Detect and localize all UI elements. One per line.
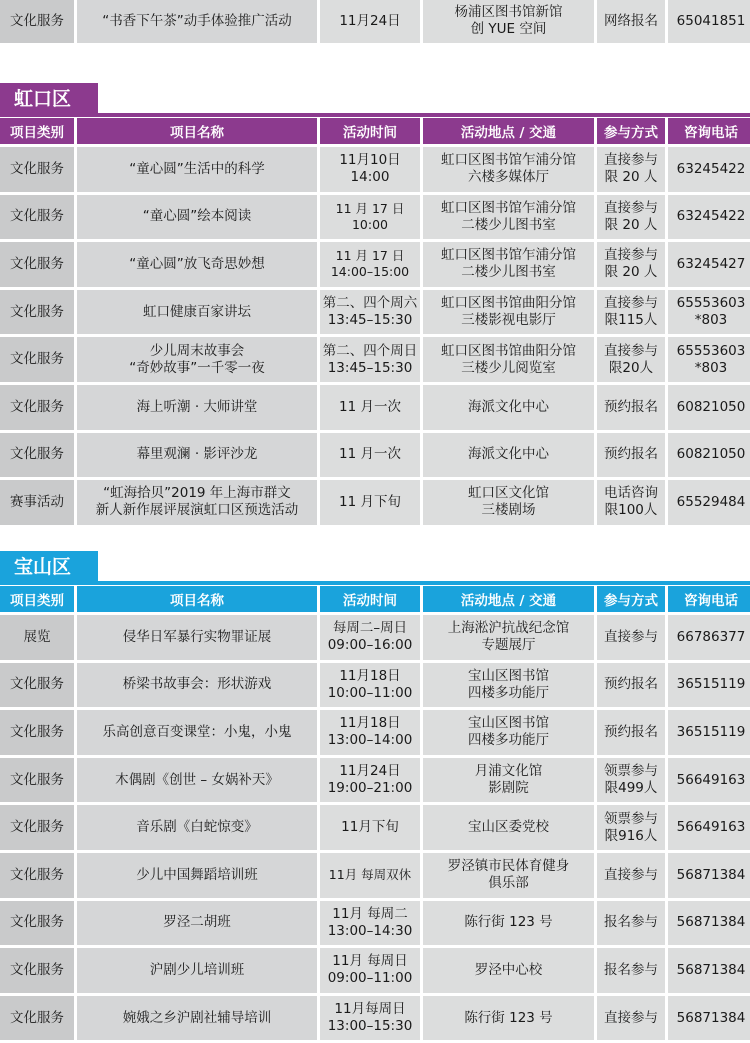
- participation-cell: 网络报名: [597, 0, 665, 43]
- cell-line: 乐高创意百变课堂：小鬼，小鬼: [102, 723, 292, 740]
- venue-cell: [423, 480, 594, 525]
- cell-line: 第二、四个周六: [322, 295, 418, 312]
- cell-line: 海派文化中心: [468, 446, 549, 463]
- category-cell: 文化服务: [0, 663, 74, 708]
- table-row: [0, 901, 750, 946]
- participation-cell: [597, 337, 665, 382]
- cell-line: 三楼少儿阅览室: [461, 359, 556, 376]
- category-cell: 文化服务: [0, 147, 74, 192]
- phone-cell: [668, 996, 750, 1041]
- cell-line: 65553603: [676, 295, 746, 312]
- category-cell: 文化服务: [0, 948, 74, 993]
- cell-line: 报名参与: [604, 914, 658, 931]
- cell-line: 六楼多媒体厅: [468, 169, 549, 186]
- participation-cell: [597, 758, 665, 803]
- time-cell: [320, 663, 420, 708]
- category-cell: 文化服务: [0, 385, 74, 430]
- cell-line: 少儿周末故事会: [149, 342, 245, 359]
- time-cell: [320, 480, 420, 525]
- phone-cell: [668, 805, 750, 850]
- column-header-time: 活动时间: [320, 586, 420, 612]
- column-header-category: 项目类别: [0, 586, 74, 612]
- event-name-cell: [77, 663, 317, 708]
- cell-line: “虹海拾贝”2019 年上海市群文: [103, 485, 291, 502]
- column-header-venue: 活动地点 / 交通: [423, 118, 594, 144]
- cell-line: 56871384: [676, 866, 746, 883]
- cell-line: 上海淞沪抗战纪念馆: [447, 620, 570, 637]
- cell-line: 电话咨询: [604, 485, 658, 502]
- cell-line: “童心圆”生活中的科学: [129, 160, 265, 177]
- phone-cell: [668, 615, 750, 660]
- cell-line: 13:00–14:00: [327, 732, 413, 749]
- column-header-event-name: 项目名称: [77, 118, 317, 144]
- event-name-cell: [77, 147, 317, 192]
- venue-cell: [423, 710, 594, 755]
- category-cell: 文化服务: [0, 195, 74, 240]
- phone-cell: [668, 663, 750, 708]
- event-name-cell: [77, 948, 317, 993]
- time-cell: [320, 996, 420, 1041]
- cell-line: 四楼多功能厅: [468, 684, 549, 701]
- table-row: [0, 805, 750, 850]
- category-cell: 文化服务: [0, 710, 74, 755]
- venue-cell: [423, 433, 594, 478]
- hongkou-table: [0, 115, 750, 528]
- event-name-cell: [77, 805, 317, 850]
- cell-line: 专题展厅: [481, 637, 536, 654]
- cell-line: 11 月一次: [339, 398, 401, 415]
- cell-line: 11月24日: [339, 763, 401, 780]
- cell-line: 限100人: [604, 502, 658, 519]
- table-row: [0, 290, 750, 335]
- cell-line: 56649163: [676, 819, 746, 836]
- venue-cell: [423, 242, 594, 287]
- cell-line: 创 YUE 空间: [470, 21, 547, 37]
- cell-line: 56871384: [676, 1009, 746, 1026]
- cell-line: *803: [694, 359, 728, 376]
- venue-cell: [423, 853, 594, 898]
- cell-line: 第二、四个周日: [322, 342, 418, 359]
- table-row: [0, 710, 750, 755]
- venue-cell: [423, 663, 594, 708]
- cell-line: 限 20 人: [604, 216, 658, 233]
- table-row: [0, 147, 750, 192]
- venue-cell: [423, 996, 594, 1041]
- table-row: [0, 663, 750, 708]
- cell-line: 09:00–11:00: [327, 970, 413, 987]
- cell-line: 直接参与: [604, 247, 658, 264]
- cell-line: 沪剧少儿培训班: [149, 961, 245, 978]
- cell-line: 木偶剧《创世 – 女娲补天》: [115, 771, 279, 788]
- cell-line: 月浦文化馆: [474, 763, 543, 780]
- cell-line: 14:00: [350, 169, 390, 186]
- participation-cell: [597, 195, 665, 240]
- phone-cell: [668, 710, 750, 755]
- phone-cell: [668, 853, 750, 898]
- cell-line: 虹口区图书馆曲阳分馆: [441, 342, 576, 359]
- event-name-cell: [77, 996, 317, 1041]
- participation-cell: [597, 433, 665, 478]
- baoshan-table: [0, 583, 750, 1043]
- cell-line: 二楼少儿图书室: [461, 264, 556, 281]
- table-row: [0, 948, 750, 993]
- time-cell: [320, 758, 420, 803]
- time-cell: [320, 901, 420, 946]
- cell-line: 直接参与: [604, 866, 658, 883]
- cell-line: 幕里观澜 · 影评沙龙: [136, 446, 258, 463]
- venue-cell: [423, 758, 594, 803]
- venue-cell: [423, 195, 594, 240]
- cell-line: 限 20 人: [604, 264, 658, 281]
- cell-line: 11月下旬: [341, 819, 399, 836]
- cell-line: 罗泾二胡班: [163, 914, 231, 931]
- event-name-cell: [77, 433, 317, 478]
- cell-line: 36515119: [676, 676, 746, 693]
- cell-line: 虹口区图书馆曲阳分馆: [441, 295, 576, 312]
- table-row: [0, 242, 750, 287]
- cell-line: 11 月下旬: [339, 493, 401, 510]
- cell-line: “奇妙故事”一千零一夜: [129, 359, 265, 376]
- cell-line: 11月18日: [339, 715, 401, 732]
- table-header-row: [0, 118, 750, 144]
- event-name-cell: [77, 290, 317, 335]
- category-cell: 文化服务: [0, 337, 74, 382]
- table-row: [0, 337, 750, 382]
- cell-line: 限115人: [604, 312, 658, 329]
- venue-cell: [423, 147, 594, 192]
- column-header-time: 活动时间: [320, 118, 420, 144]
- cell-line: 11月18日: [339, 667, 401, 684]
- time-cell: 11月24日: [320, 0, 420, 43]
- time-cell: [320, 147, 420, 192]
- cell-line: 音乐剧《白蛇惊变》: [136, 819, 258, 836]
- cell-line: 影剧院: [488, 780, 529, 797]
- cell-line: 陈行街 123 号: [464, 1009, 553, 1026]
- cell-line: 36515119: [676, 723, 746, 740]
- cell-line: 预约报名: [604, 723, 658, 740]
- phone-cell: [668, 433, 750, 478]
- cell-line: 限20人: [608, 359, 654, 376]
- cell-line: 11月10日: [339, 152, 401, 169]
- event-name-cell: “书香下午茶”动手体验推广活动: [77, 0, 317, 43]
- cell-line: 11 月 17 日: [335, 200, 405, 216]
- phone-cell: [668, 147, 750, 192]
- cell-line: 63245422: [676, 208, 746, 225]
- participation-cell: [597, 615, 665, 660]
- table-row: [0, 853, 750, 898]
- event-name-cell: [77, 853, 317, 898]
- venue-cell: [423, 805, 594, 850]
- cell-line: 预约报名: [604, 446, 658, 463]
- participation-cell: [597, 853, 665, 898]
- cell-line: 侵华日军暴行实物罪证展: [122, 628, 272, 645]
- cell-line: 66786377: [676, 628, 746, 645]
- cell-line: 婉娥之乡沪剧社辅导培训: [122, 1009, 272, 1026]
- cell-line: 11 月 17 日: [335, 248, 405, 264]
- cell-line: 预约报名: [604, 676, 658, 693]
- cell-line: 罗泾中心校: [474, 961, 543, 978]
- category-cell: 文化服务: [0, 242, 74, 287]
- cell-line: 三楼影视电影厅: [461, 312, 556, 329]
- cell-line: 虹口区图书馆乍浦分馆: [441, 199, 576, 216]
- event-name-cell: [77, 901, 317, 946]
- cell-line: 虹口区图书馆乍浦分馆: [441, 247, 576, 264]
- participation-cell: [597, 805, 665, 850]
- cell-line: 56649163: [676, 771, 746, 788]
- cell-line: 13:00–15:30: [327, 1018, 413, 1035]
- cell-line: 每周二–周日: [332, 620, 408, 637]
- cell-line: “童心圆”放飞奇思妙想: [129, 255, 265, 272]
- cell-line: 65553603: [676, 342, 746, 359]
- district-title-baoshan: 宝山区: [0, 551, 98, 583]
- participation-cell: [597, 948, 665, 993]
- phone-cell: [668, 290, 750, 335]
- table-row: [0, 615, 750, 660]
- cell-line: 56871384: [676, 914, 746, 931]
- column-header-participation: 参与方式: [597, 118, 665, 144]
- time-cell: [320, 948, 420, 993]
- column-header-category: 项目类别: [0, 118, 74, 144]
- cell-line: 65529484: [676, 493, 746, 510]
- cell-line: 俱乐部: [488, 875, 529, 892]
- column-header-phone: 咨询电话: [668, 118, 750, 144]
- participation-cell: [597, 147, 665, 192]
- cell-line: 13:45–15:30: [327, 312, 413, 329]
- category-cell: 文化服务: [0, 853, 74, 898]
- cell-line: 56871384: [676, 961, 746, 978]
- cell-line: 限499人: [604, 780, 658, 797]
- time-cell: [320, 195, 420, 240]
- cell-line: 直接参与: [604, 152, 658, 169]
- cell-line: 限 20 人: [604, 169, 658, 186]
- venue-cell: [423, 385, 594, 430]
- cell-line: 13:45–15:30: [327, 359, 413, 376]
- participation-cell: [597, 901, 665, 946]
- district-title-hongkou: 虹口区: [0, 83, 98, 115]
- event-name-cell: [77, 615, 317, 660]
- phone-cell: [668, 758, 750, 803]
- table-row: [0, 433, 750, 478]
- table-header-row: [0, 586, 750, 612]
- cell-line: 11月 每周日: [332, 953, 408, 970]
- cell-line: “童心圆”绘本阅读: [142, 208, 252, 225]
- time-cell: [320, 337, 420, 382]
- cell-line: 19:00–21:00: [327, 780, 413, 797]
- table-row: [0, 385, 750, 430]
- participation-cell: [597, 480, 665, 525]
- event-name-cell: [77, 758, 317, 803]
- cell-line: *803: [694, 312, 728, 329]
- table-row: [0, 195, 750, 240]
- column-header-event-name: 项目名称: [77, 586, 317, 612]
- event-name-cell: [77, 480, 317, 525]
- time-cell: [320, 805, 420, 850]
- cell-line: 宝山区图书馆: [468, 715, 549, 732]
- cell-line: 虹口区图书馆乍浦分馆: [441, 152, 576, 169]
- cell-line: 60821050: [676, 398, 746, 415]
- venue-cell: [423, 901, 594, 946]
- cell-line: 限916人: [604, 827, 658, 844]
- cell-line: 二楼少儿图书室: [461, 216, 556, 233]
- cell-line: 直接参与: [604, 342, 658, 359]
- participation-cell: [597, 290, 665, 335]
- table-row: [0, 0, 750, 43]
- cell-line: 陈行街 123 号: [464, 914, 553, 931]
- table-row: [0, 758, 750, 803]
- cell-line: 虹口区文化馆: [468, 485, 549, 502]
- participation-cell: [597, 996, 665, 1041]
- cell-line: 报名参与: [604, 961, 658, 978]
- column-header-participation: 参与方式: [597, 586, 665, 612]
- phone-cell: 65041851: [668, 0, 750, 43]
- category-cell: 文化服务: [0, 0, 74, 43]
- participation-cell: [597, 242, 665, 287]
- venue-cell: [423, 948, 594, 993]
- event-name-cell: [77, 385, 317, 430]
- category-cell: 文化服务: [0, 901, 74, 946]
- cell-line: 直接参与: [604, 628, 658, 645]
- cell-line: 直接参与: [604, 1009, 658, 1026]
- cell-line: 11月 每周二: [332, 905, 408, 922]
- cell-line: 直接参与: [604, 199, 658, 216]
- event-name-cell: [77, 242, 317, 287]
- cell-line: 11月 每周双休: [328, 867, 412, 883]
- venue-cell: [423, 615, 594, 660]
- event-name-cell: [77, 337, 317, 382]
- cell-line: 宝山区图书馆: [468, 667, 549, 684]
- cell-line: 杨浦区图书馆新馆: [454, 4, 563, 20]
- phone-cell: [668, 195, 750, 240]
- cell-line: 09:00–16:00: [327, 637, 413, 654]
- cell-line: 虹口健康百家讲坛: [143, 303, 251, 320]
- column-header-phone: 咨询电话: [668, 586, 750, 612]
- cell-line: 11月每周日: [334, 1001, 406, 1018]
- cell-line: 新人新作展评展演虹口区预选活动: [95, 502, 299, 519]
- time-cell: [320, 385, 420, 430]
- phone-cell: [668, 480, 750, 525]
- category-cell: 文化服务: [0, 290, 74, 335]
- cell-line: 63245427: [676, 255, 746, 272]
- category-cell: 展览: [0, 615, 74, 660]
- event-name-cell: [77, 195, 317, 240]
- time-cell: [320, 242, 420, 287]
- cell-line: 宝山区委党校: [468, 819, 549, 836]
- cell-line: 领票参与: [604, 810, 658, 827]
- venue-cell: [423, 290, 594, 335]
- participation-cell: [597, 385, 665, 430]
- phone-cell: [668, 242, 750, 287]
- venue-cell: [423, 0, 594, 43]
- event-name-cell: [77, 710, 317, 755]
- cell-line: 海派文化中心: [468, 398, 549, 415]
- cell-line: 14:00–15:00: [330, 264, 410, 280]
- phone-cell: [668, 901, 750, 946]
- cell-line: 三楼剧场: [481, 502, 536, 519]
- cell-line: 海上听潮 · 大师讲堂: [136, 398, 258, 415]
- category-cell: 文化服务: [0, 433, 74, 478]
- cell-line: 10:00: [351, 216, 389, 232]
- phone-cell: [668, 337, 750, 382]
- phone-cell: [668, 948, 750, 993]
- cell-line: 直接参与: [604, 295, 658, 312]
- cell-line: 少儿中国舞蹈培训班: [136, 866, 258, 883]
- category-cell: 赛事活动: [0, 480, 74, 525]
- table-row: [0, 996, 750, 1041]
- previous-district-table: [0, 0, 750, 46]
- venue-cell: [423, 337, 594, 382]
- table-row: [0, 480, 750, 525]
- time-cell: [320, 290, 420, 335]
- cell-line: 10:00–11:00: [327, 684, 413, 701]
- time-cell: [320, 710, 420, 755]
- participation-cell: [597, 710, 665, 755]
- cell-line: 预约报名: [604, 398, 658, 415]
- phone-cell: [668, 385, 750, 430]
- cell-line: 13:00–14:30: [327, 922, 413, 939]
- time-cell: [320, 853, 420, 898]
- time-cell: [320, 615, 420, 660]
- column-header-venue: 活动地点 / 交通: [423, 586, 594, 612]
- participation-cell: [597, 663, 665, 708]
- cell-line: 桥梁书故事会：形状游戏: [122, 676, 272, 693]
- cell-line: 罗泾镇市民体育健身: [447, 858, 570, 875]
- cell-line: 63245422: [676, 160, 746, 177]
- category-cell: 文化服务: [0, 996, 74, 1041]
- category-cell: 文化服务: [0, 758, 74, 803]
- time-cell: [320, 433, 420, 478]
- cell-line: 领票参与: [604, 763, 658, 780]
- cell-line: 四楼多功能厅: [468, 732, 549, 749]
- category-cell: 文化服务: [0, 805, 74, 850]
- cell-line: 60821050: [676, 446, 746, 463]
- cell-line: 11 月一次: [339, 446, 401, 463]
